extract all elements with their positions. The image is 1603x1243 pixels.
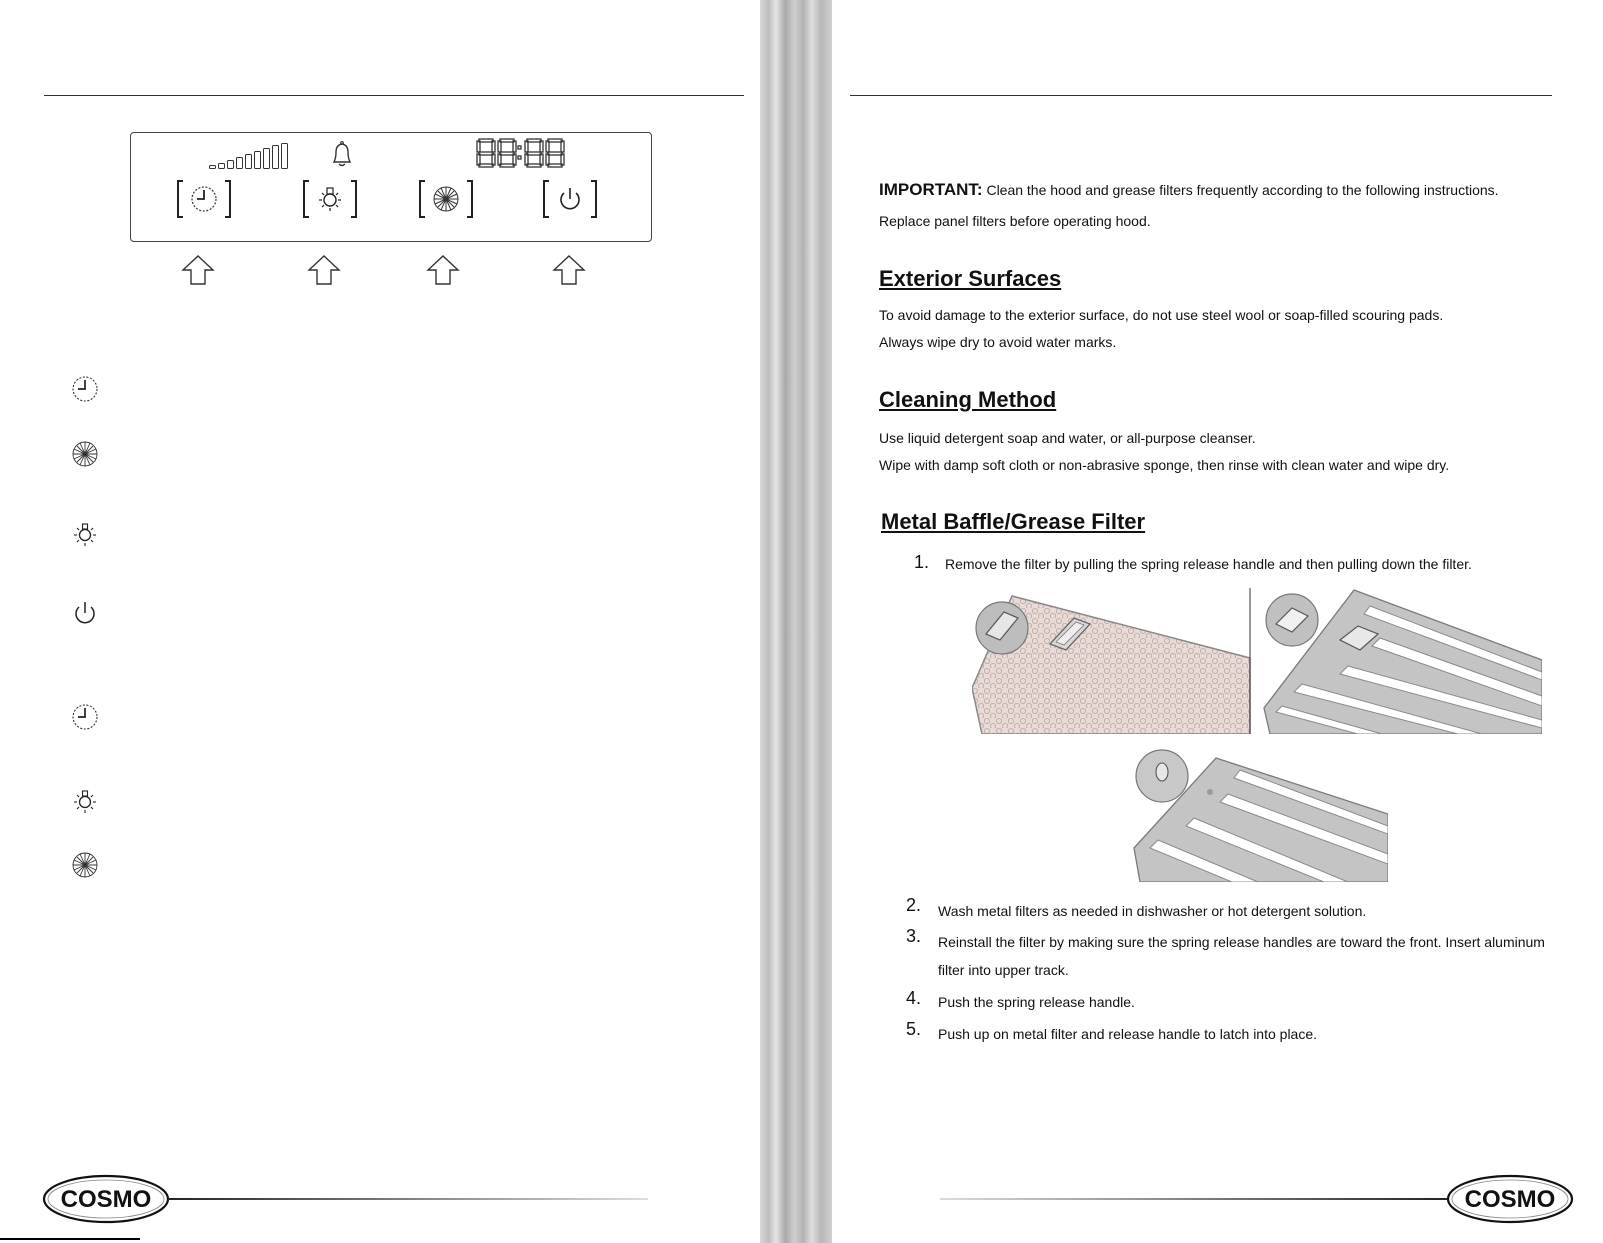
important-line (879, 180, 1499, 200)
clock-icon (70, 702, 100, 732)
binding-gutter (760, 0, 832, 1243)
fan-level-bars (209, 143, 288, 169)
baffle-filter-photo (1262, 588, 1542, 734)
section-heading-cleaning: Cleaning Method (879, 387, 1057, 412)
footer-mark (0, 1238, 140, 1240)
cleaning-line-2: Wipe with damp soft cloth or non-abrasive sponge, then rinse with clean water and wipe dry. (879, 457, 1450, 473)
up-arrow-icon (552, 254, 586, 286)
step-2-number: 2. (906, 895, 922, 915)
seven-segment-display (475, 137, 567, 169)
light-icon (70, 519, 100, 549)
step-3-text-continued: filter into upper track. (938, 962, 1069, 978)
step-5-text: Push up on metal filter and release handle to latch into place. (938, 1026, 1318, 1042)
section-heading-exterior: Exterior Surfaces (879, 266, 1062, 291)
cosmo-logo (42, 1174, 170, 1224)
exterior-line-2: Always wipe dry to avoid water marks. (879, 334, 1117, 350)
mesh-filter-photo (972, 588, 1252, 734)
fan-icon (70, 439, 100, 469)
control-panel-diagram (130, 132, 652, 242)
step-1-text: Remove the filter by pulling the spring release handle and then pulling down the filter. (945, 556, 1472, 572)
up-arrow-icon (426, 254, 460, 286)
step-4-text: Push the spring release handle. (938, 994, 1135, 1010)
up-arrow-icon (307, 254, 341, 286)
important-text: Clean the hood and grease filters frequently according to the following instructions. (986, 182, 1499, 198)
section-heading-filter: Metal Baffle/Grease Filter (881, 509, 1146, 534)
step-3-text: Reinstall the filter by making sure the spring release handles are toward the front. Insert aluminum (938, 934, 1545, 950)
baffle-filter-latch-photo (1128, 742, 1388, 882)
logo-text: COSMO (60, 1186, 152, 1213)
up-arrow-icon (181, 254, 215, 286)
top-rule-left (44, 95, 744, 96)
light-button[interactable] (301, 179, 359, 219)
exterior-line-1: To avoid damage to the exterior surface, do not use steel wool or soap-filled scouring pads. (879, 307, 1444, 323)
left-page (0, 0, 760, 1243)
fan-icon (70, 850, 100, 880)
bell-icon (327, 139, 357, 169)
light-icon (70, 786, 100, 816)
power-button[interactable] (541, 179, 599, 219)
replace-filters-text: Replace panel filters before operating hood. (879, 213, 1151, 229)
important-label: IMPORTANT: (879, 180, 983, 199)
fan-button[interactable] (417, 179, 475, 219)
footer-rule-right (940, 1198, 1452, 1200)
step-3-number: 3. (906, 926, 922, 946)
cosmo-logo (1446, 1174, 1574, 1224)
step-1-number: 1. (914, 552, 930, 572)
cleaning-line-1: Use liquid detergent soap and water, or all-purpose cleanser. (879, 430, 1256, 446)
timer-button[interactable] (175, 179, 233, 219)
logo-text: COSMO (1464, 1186, 1556, 1213)
step-4-number: 4. (906, 988, 922, 1008)
clock-icon (70, 374, 100, 404)
top-rule-right (850, 95, 1552, 96)
step-2-text: Wash metal filters as needed in dishwasher or hot detergent solution. (938, 903, 1367, 919)
power-icon (70, 598, 100, 628)
step-5-number: 5. (906, 1019, 922, 1039)
footer-rule-left (168, 1198, 648, 1200)
